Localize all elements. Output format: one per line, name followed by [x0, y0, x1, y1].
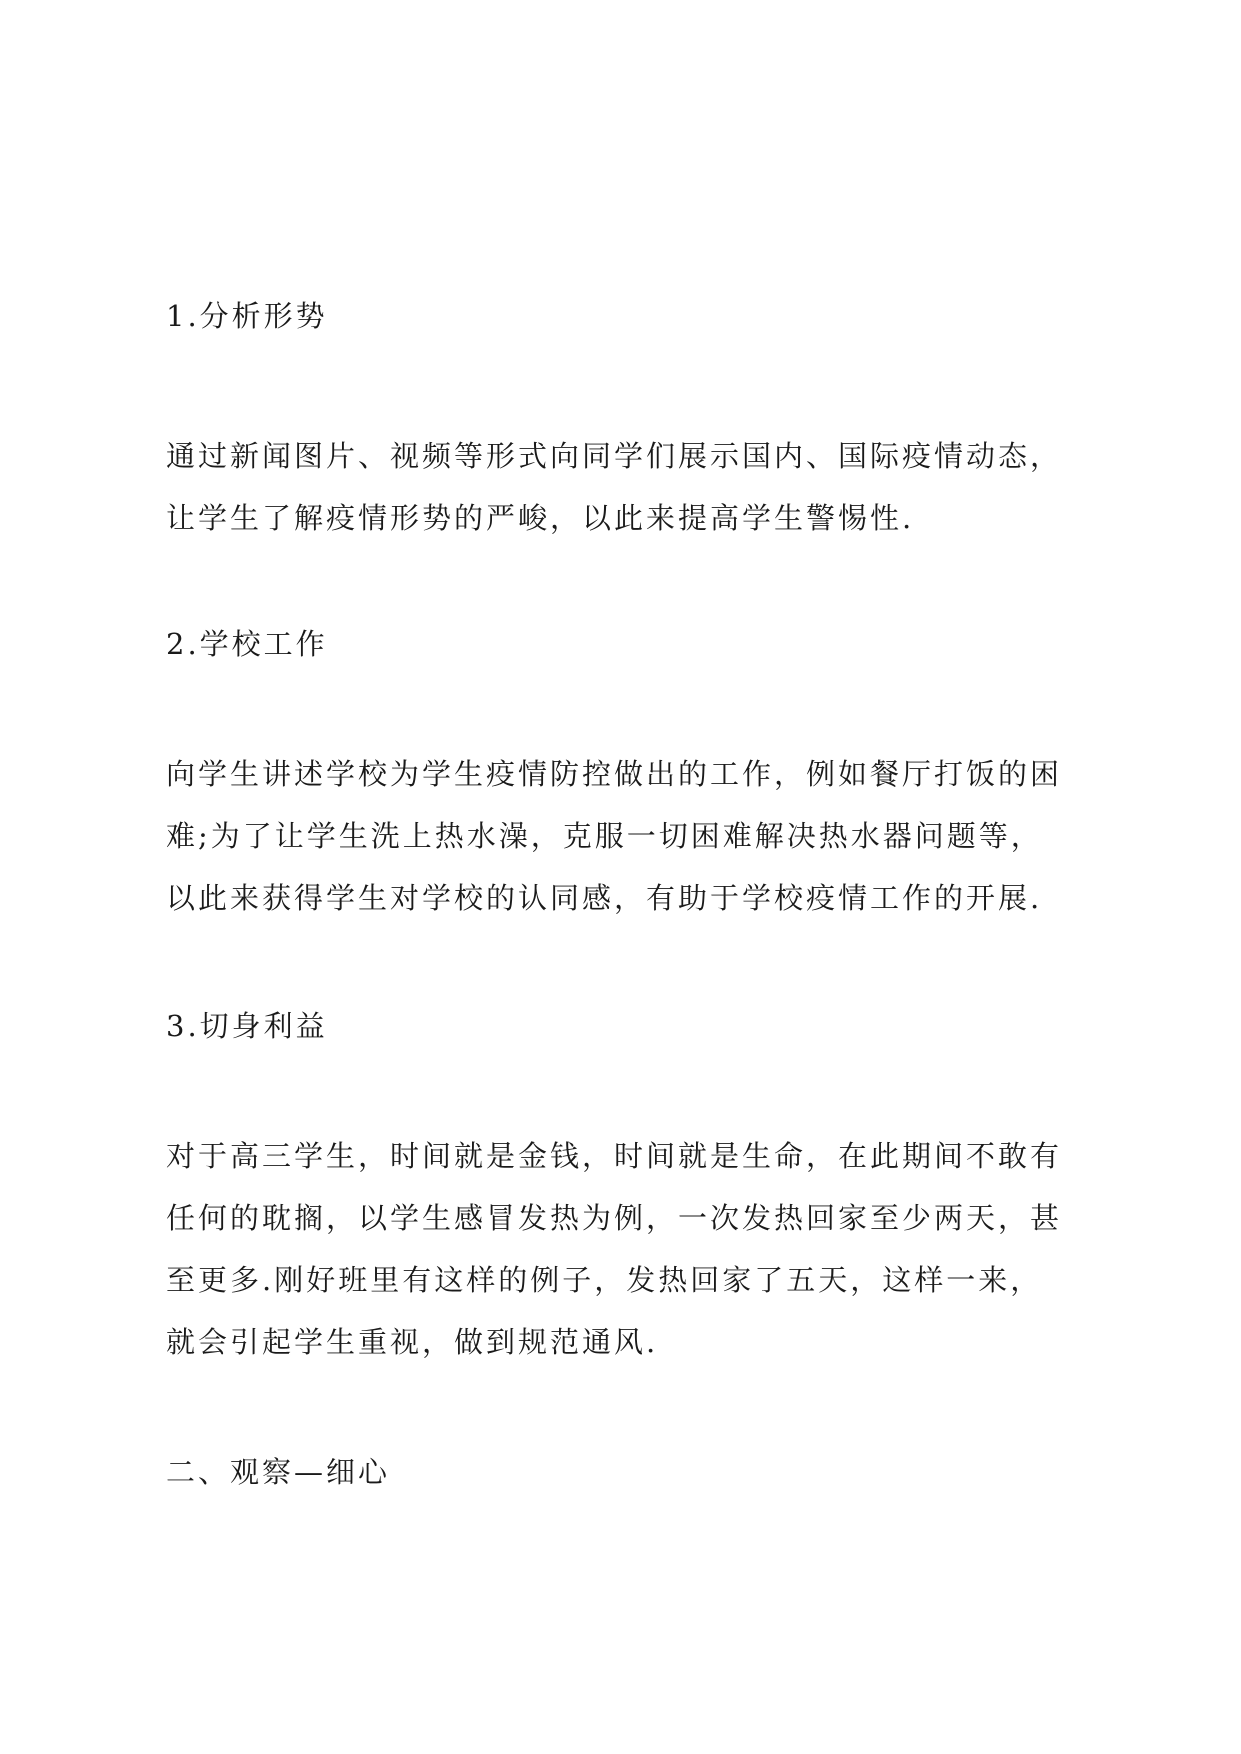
- section-heading: 1.分析形势: [166, 299, 328, 333]
- paragraph-line: 让学生了解疫情形势的严峻，以此来提高学生警惕性.: [166, 501, 915, 535]
- paragraph-line: 以此来获得学生对学校的认同感，有助于学校疫情工作的开展.: [166, 881, 1043, 915]
- paragraph-line: 通过新闻图片、视频等形式向同学们展示国内、国际疫情动态，: [166, 439, 1063, 473]
- closing-heading: 二、观察—细心: [166, 1455, 391, 1489]
- paragraph-line: 至更多.刚好班里有这样的例子，发热回家了五天，这样一来，: [166, 1263, 1043, 1297]
- paragraph-line: 对于高三学生，时间就是金钱，时间就是生命，在此期间不敢有: [166, 1139, 1063, 1173]
- paragraph-line: 向学生讲述学校为学生疫情防控做出的工作，例如餐厅打饭的困: [166, 757, 1063, 791]
- section-heading: 2.学校工作: [166, 627, 328, 661]
- section-heading: 3.切身利益: [166, 1009, 328, 1043]
- paragraph-line: 就会引起学生重视，做到规范通风.: [166, 1325, 659, 1359]
- paragraph-line: 任何的耽搁，以学生感冒发热为例，一次发热回家至少两天，甚: [166, 1201, 1063, 1235]
- paragraph-line: 难;为了让学生洗上热水澡，克服一切困难解决热水器问题等，: [166, 819, 1043, 853]
